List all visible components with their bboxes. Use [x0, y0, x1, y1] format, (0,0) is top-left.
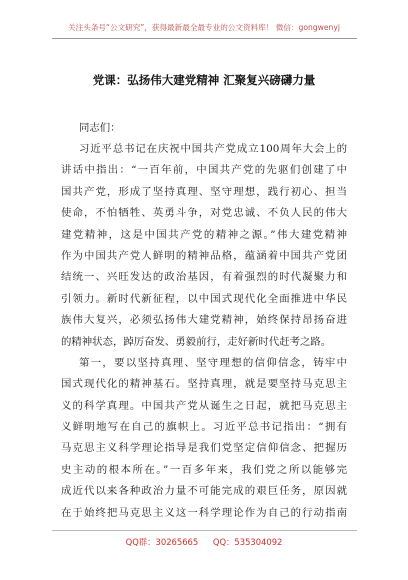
- footer-divider: [52, 530, 357, 531]
- text-line: 族伟大复兴，必须弘扬伟大建党精神，始终保持昂扬奋进: [61, 314, 347, 327]
- text-line: 义鲜明地写在自己的旗帜上。习近平总书记指出：“拥有: [61, 421, 347, 434]
- header-promo-text: 关注头条号“公文研究”，获得最新最全最专业的公文资料库！ 微信：gongwenyj: [68, 23, 340, 32]
- text-line: 建党精神，这是中国共产党的精神之源。”伟大建党精神: [61, 228, 347, 241]
- text-line: 成近代以来各种政治力量不可能完成的艰巨任务，原因就: [61, 485, 347, 498]
- header-divider: [52, 38, 357, 39]
- text-line: 习近平总书记在庆祝中国共产党成立100周年大会上的: [79, 143, 347, 155]
- footer-contact: [0, 536, 408, 548]
- document-body: [61, 118, 347, 524]
- text-line: 马克思主义科学理论指导是我们党坚定信仰信念、把握历: [61, 442, 347, 455]
- text-line: 使命，不怕牺牲、英勇斗争，对党忠诚、不负人民的伟大: [61, 207, 347, 220]
- text-line: 引领力。新时代新征程，以中国式现代化全面推进中华民: [61, 292, 347, 305]
- text-line: 国共产党，形成了坚持真理、坚守理想，践行初心、担当: [61, 185, 347, 198]
- text-line: 史主动的根本所在。”一百多年来，我们党之所以能够完: [61, 463, 347, 476]
- text-line: 作为中国共产党人鲜明的精神品格，蕴涵着中国共产党团: [61, 249, 347, 262]
- footer-qq-group: QQ群：30265665: [125, 537, 199, 547]
- text-line: 第一，要以坚持真理、坚守理想的信仰信念，铸牢中: [79, 356, 347, 369]
- text-line: 讲话中指出：“一百年前，中国共产党的先驱们创建了中: [61, 164, 347, 177]
- footer-qq: QQ：535304092: [212, 537, 283, 547]
- text-line: 国式现代化的精神基石。坚持真理，就是要坚持马克思主: [61, 378, 347, 391]
- text-line: 的精神状态，踔厉奋发、勇毅前行，走好新时代赶考之路。: [61, 335, 332, 348]
- paragraph-lines: [61, 139, 347, 524]
- text-line: 在于始终把马克思主义这一科学理论作为自己的行动指南: [61, 506, 347, 519]
- salutation: 同志们：: [79, 122, 121, 134]
- text-line: 结统一、兴旺发达的政治基因，有着强烈的时代凝聚力和: [61, 271, 347, 284]
- text-line: 义的科学真理。中国共产党从诞生之日起，就把马克思主: [61, 399, 347, 412]
- document-title: 党课：弘扬伟大建党精神 汇聚复兴磅礴力量: [92, 73, 316, 87]
